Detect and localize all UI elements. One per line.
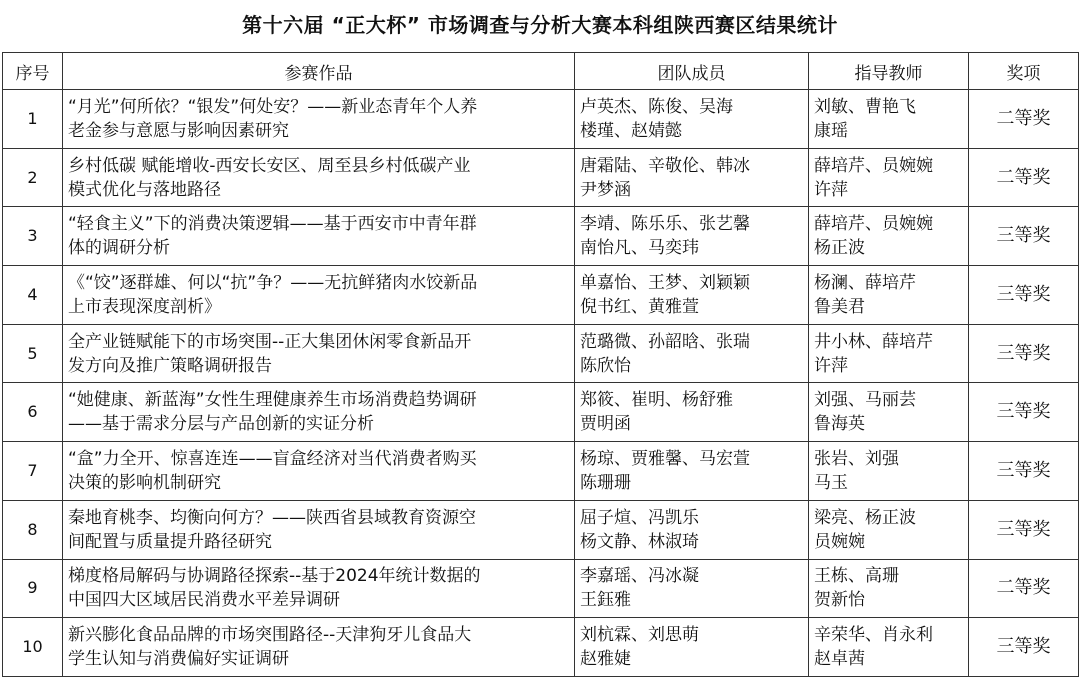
cell-team: [575, 148, 809, 207]
cell-team-line: 杨文静、林淑琦: [580, 531, 699, 552]
cell-work: [63, 266, 575, 325]
cell-team: [575, 559, 809, 618]
cell-team: [575, 207, 809, 266]
document-title: 第十六届 “正大杯” 市场调查与分析大赛本科组陕西赛区结果统计: [242, 13, 838, 37]
cell-award: 二等奖: [969, 90, 1079, 149]
cell-award: 三等奖: [969, 324, 1079, 383]
cell-team: [575, 383, 809, 442]
cell-no: 10: [3, 618, 63, 677]
cell-work-line: 中国四大区域居民消费水平差异调研: [68, 590, 340, 611]
results-table: [2, 52, 1079, 677]
cell-advisor: [809, 559, 969, 618]
table-row: [3, 266, 1079, 325]
header-work: 参赛作品: [63, 53, 575, 90]
cell-work: [63, 148, 575, 207]
cell-no: 8: [3, 500, 63, 559]
cell-team-line: 王鈺雅: [580, 590, 631, 611]
table-row: [3, 324, 1079, 383]
cell-advisor: [809, 324, 969, 383]
cell-team-line: 唐霜陆、辛敬伦、韩冰: [580, 155, 750, 176]
cell-advisor-line: 贺新怡: [814, 590, 865, 611]
cell-team-line: 单嘉怡、王梦、刘颖颖: [580, 272, 750, 293]
table-header-row: [3, 53, 1079, 90]
cell-team-line: 杨琼、贾雅馨、马宏萱: [580, 448, 750, 469]
cell-advisor-line: 薛培芹、员婉婉: [814, 155, 933, 176]
cell-advisor-line: 辛荣华、肖永利: [814, 625, 933, 646]
table-row: [3, 383, 1079, 442]
cell-advisor: [809, 500, 969, 559]
cell-work-line: ——基于需求分层与产品创新的实证分析: [68, 414, 374, 435]
cell-no: 5: [3, 324, 63, 383]
cell-award: 二等奖: [969, 148, 1079, 207]
cell-work-line: 乡村低碳 赋能增收-西安长安区、周至县乡村低碳产业: [68, 155, 471, 176]
cell-advisor: [809, 148, 969, 207]
cell-advisor-line: 鲁美君: [814, 296, 865, 317]
cell-advisor: [809, 442, 969, 501]
cell-advisor-line: 马玉: [814, 472, 848, 493]
cell-team-line: 李靖、陈乐乐、张艺馨: [580, 214, 750, 235]
cell-no: 9: [3, 559, 63, 618]
table-row: [3, 618, 1079, 677]
cell-work: [63, 207, 575, 266]
cell-work-line: 决策的影响机制研究: [68, 472, 221, 493]
header-team: 团队成员: [575, 53, 809, 90]
cell-work-line: 体的调研分析: [68, 238, 170, 259]
cell-work-line: 上市表现深度剖析》: [68, 296, 221, 317]
cell-work-line: 秦地育桃李、均衡向何方？——陕西省县域教育资源空: [68, 507, 476, 528]
cell-advisor-line: 员婉婉: [814, 531, 865, 552]
cell-award: 三等奖: [969, 383, 1079, 442]
cell-advisor-line: 赵卓茜: [814, 649, 865, 670]
cell-work-line: “月光”何所依？“银发”何处安？——新业态青年个人养: [68, 96, 478, 117]
cell-advisor-line: 刘强、马丽芸: [814, 390, 916, 411]
cell-team-line: 卢英杰、陈俊、吴海: [580, 96, 733, 117]
cell-no: 7: [3, 442, 63, 501]
cell-team-line: 南怡凡、马奕玮: [580, 238, 699, 259]
cell-no: 6: [3, 383, 63, 442]
table-row: [3, 90, 1079, 149]
cell-award: 三等奖: [969, 500, 1079, 559]
cell-advisor-line: 张岩、刘强: [814, 448, 899, 469]
cell-work: [63, 442, 575, 501]
cell-no: 2: [3, 148, 63, 207]
cell-advisor: [809, 618, 969, 677]
cell-work-line: “轻食主义”下的消费决策逻辑——基于西安市中青年群: [68, 214, 477, 235]
cell-advisor-line: 薛培芹、员婉婉: [814, 214, 933, 235]
cell-no: 1: [3, 90, 63, 149]
header-no: 序号: [3, 53, 63, 90]
cell-advisor-line: 井小林、薛培芹: [814, 331, 933, 352]
cell-award: 三等奖: [969, 266, 1079, 325]
cell-advisor-line: 杨澜、薛培芹: [814, 272, 916, 293]
cell-team-line: 范璐微、孙韶晗、张瑞: [580, 331, 750, 352]
cell-work-line: 发方向及推广策略调研报告: [68, 355, 272, 376]
cell-work-line: 新兴膨化食品品牌的市场突围路径--天津狗牙儿食品大: [68, 625, 472, 646]
cell-team-line: 李嘉瑶、冯冰凝: [580, 566, 699, 587]
cell-team-line: 刘杭霖、刘思萌: [580, 625, 699, 646]
header-advisor: 指导教师: [809, 53, 969, 90]
cell-team-line: 郑筱、崔明、杨舒雅: [580, 390, 733, 411]
cell-advisor-line: 杨正波: [814, 238, 865, 259]
cell-work-line: 《“饺”逐群雄、何以“抗”争？——无抗鲜猪肉水饺新品: [68, 272, 478, 293]
cell-team-line: 贾明函: [580, 414, 631, 435]
cell-team: [575, 324, 809, 383]
cell-work-line: “她健康、新蓝海”女性生理健康养生市场消费趋势调研: [68, 390, 477, 411]
cell-work-line: 间配置与质量提升路径研究: [68, 531, 272, 552]
cell-no: 4: [3, 266, 63, 325]
cell-award: 二等奖: [969, 559, 1079, 618]
cell-work-line: 梯度格局解码与协调路径探索--基于2024年统计数据的: [68, 566, 481, 587]
cell-team-line: 陈珊珊: [580, 472, 631, 493]
cell-advisor: [809, 266, 969, 325]
cell-work-line: 全产业链赋能下的市场突围--正大集团休闲零食新品开: [68, 331, 472, 352]
cell-work: [63, 90, 575, 149]
header-award: 奖项: [969, 53, 1079, 90]
cell-advisor: [809, 383, 969, 442]
table-row: [3, 207, 1079, 266]
cell-team-line: 楼瑾、赵婧懿: [580, 120, 682, 141]
cell-work-line: 模式优化与落地路径: [68, 179, 221, 200]
cell-award: 三等奖: [969, 207, 1079, 266]
table-row: [3, 442, 1079, 501]
cell-team: [575, 266, 809, 325]
cell-team-line: 屈子煊、冯凯乐: [580, 507, 699, 528]
cell-advisor-line: 许萍: [814, 355, 848, 376]
cell-advisor-line: 刘敏、曹艳飞: [814, 96, 916, 117]
cell-work-line: 老金参与意愿与影响因素研究: [68, 120, 289, 141]
table-row: [3, 559, 1079, 618]
cell-advisor-line: 康瑶: [814, 120, 848, 141]
cell-team: [575, 500, 809, 559]
cell-team: [575, 90, 809, 149]
cell-advisor-line: 梁亮、杨正波: [814, 507, 916, 528]
cell-team-line: 陈欣怡: [580, 355, 631, 376]
cell-award: 三等奖: [969, 442, 1079, 501]
cell-team-line: 倪书红、黄雅萱: [580, 296, 699, 317]
cell-advisor-line: 鲁海英: [814, 414, 865, 435]
cell-award: 三等奖: [969, 618, 1079, 677]
cell-advisor: [809, 207, 969, 266]
cell-advisor-line: 王栋、高珊: [814, 566, 899, 587]
cell-work-line: 学生认知与消费偏好实证调研: [68, 649, 289, 670]
cell-team-line: 赵雅婕: [580, 649, 631, 670]
cell-no: 3: [3, 207, 63, 266]
cell-work: [63, 500, 575, 559]
cell-work: [63, 618, 575, 677]
cell-team: [575, 618, 809, 677]
cell-work: [63, 324, 575, 383]
cell-work-line: “盒”力全开、惊喜连连——盲盒经济对当代消费者购买: [68, 448, 477, 469]
cell-work: [63, 559, 575, 618]
cell-team: [575, 442, 809, 501]
cell-advisor: [809, 90, 969, 149]
table-body: [3, 90, 1079, 677]
table-row: [3, 148, 1079, 207]
cell-work: [63, 383, 575, 442]
table-row: [3, 500, 1079, 559]
cell-advisor-line: 许萍: [814, 179, 848, 200]
cell-team-line: 尹梦涵: [580, 179, 631, 200]
